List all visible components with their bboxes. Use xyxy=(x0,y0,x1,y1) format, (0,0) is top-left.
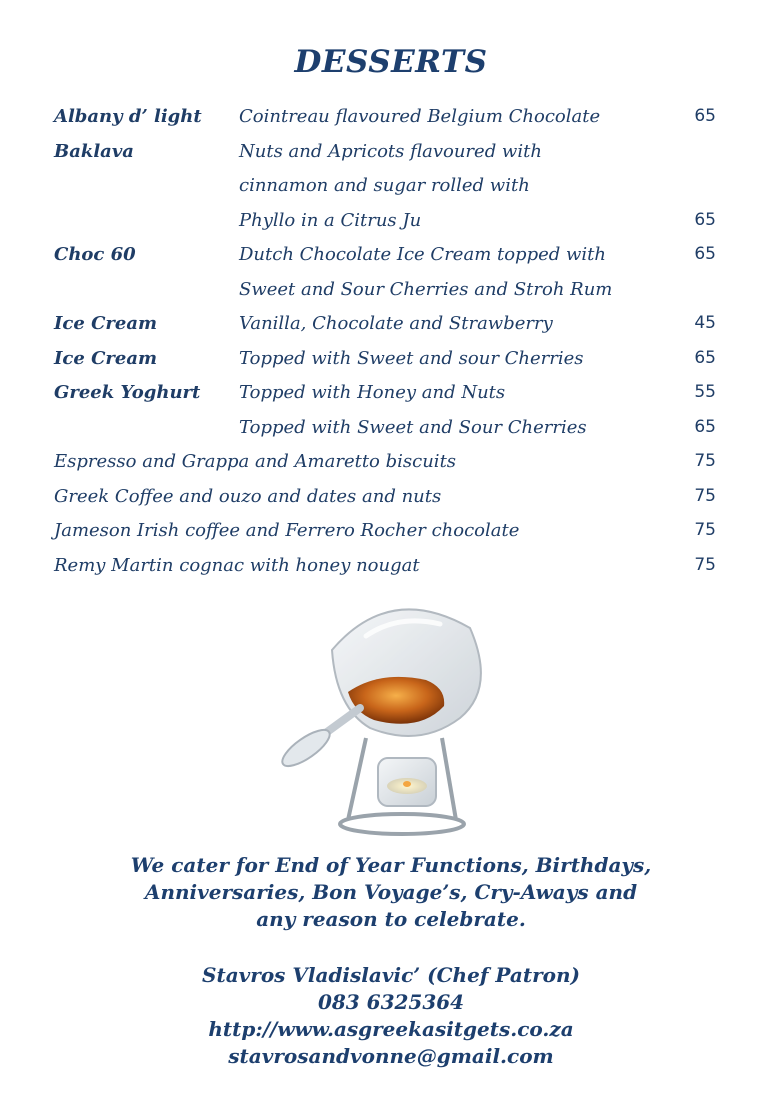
combo-price: 75 xyxy=(694,451,716,471)
menu-row xyxy=(54,135,716,170)
item-description: Sweet and Sour Cherries and Stroh Rum xyxy=(239,278,613,300)
combo-price: 75 xyxy=(694,520,716,540)
events-line: any reason to celebrate. xyxy=(256,907,526,931)
item-description: Nuts and Apricots flavoured with xyxy=(239,140,542,162)
page-title: DESSERTS xyxy=(294,44,488,80)
menu-row xyxy=(54,342,716,377)
events-line: Anniversaries, Bon Voyage’s, Cry-Aways and xyxy=(144,880,638,904)
combo-description: Remy Martin cognac with honey nougat xyxy=(54,554,420,576)
item-price: 65 xyxy=(694,244,716,264)
item-description: Dutch Chocolate Ice Cream topped with xyxy=(239,244,606,265)
menu-row xyxy=(54,169,716,204)
events-line: We cater for End of Year Functions, Birthdays, xyxy=(130,853,652,877)
combo-price: 75 xyxy=(694,485,716,506)
item-name: Choc 60 xyxy=(54,244,136,265)
menu-row xyxy=(54,411,716,446)
item-price: 45 xyxy=(694,313,716,333)
combo-price: 75 xyxy=(694,554,716,575)
chef-name: Stavros Vladislavic’ (Chef Patron) xyxy=(202,963,580,987)
item-price: 65 xyxy=(694,416,716,437)
website-link[interactable]: http://www.asgreekasitgets.co.za xyxy=(208,1017,574,1041)
menu-row xyxy=(54,100,716,135)
menu-row xyxy=(54,307,716,342)
combo-description: Espresso and Grappa and Amaretto biscuits xyxy=(54,451,457,472)
item-description: Topped with Sweet and sour Cherries xyxy=(239,347,584,369)
combo-row xyxy=(54,480,716,515)
item-price: 65 xyxy=(694,209,716,230)
item-description: cinnamon and sugar rolled with xyxy=(239,175,530,196)
item-name: Albany d’ light xyxy=(54,106,202,127)
item-description: Topped with Sweet and Sour Cherries xyxy=(239,416,587,438)
item-name: Ice Cream xyxy=(54,347,158,369)
combo-row xyxy=(54,514,716,549)
item-description: Phyllo in a Citrus Ju xyxy=(239,209,422,231)
cognac-glass-warmer-illustration xyxy=(270,588,510,844)
dessert-menu xyxy=(54,100,716,583)
combo-description: Jameson Irish coffee and Ferrero Rocher chocolate xyxy=(54,520,520,541)
menu-row xyxy=(54,273,716,308)
item-description: Topped with Honey and Nuts xyxy=(239,382,506,403)
item-price: 55 xyxy=(694,382,716,402)
combo-row xyxy=(54,549,716,584)
menu-row xyxy=(54,204,716,239)
item-description: Cointreau flavoured Belgium Chocolate xyxy=(239,106,601,127)
item-description: Vanilla, Chocolate and Strawberry xyxy=(239,313,553,334)
menu-row xyxy=(54,376,716,411)
events-note xyxy=(0,852,782,933)
item-name: Baklava xyxy=(54,140,134,162)
item-name: Greek Yoghurt xyxy=(54,382,201,403)
email-link[interactable]: stavrosandvonne@gmail.com xyxy=(228,1044,554,1068)
combo-description: Greek Coffee and ouzo and dates and nuts xyxy=(54,485,442,507)
phone-number: 083 6325364 xyxy=(317,990,465,1014)
item-price: 65 xyxy=(694,106,716,126)
item-price: 65 xyxy=(694,347,716,368)
contact-block xyxy=(0,962,782,1070)
menu-row xyxy=(54,238,716,273)
item-name: Ice Cream xyxy=(54,313,158,334)
combo-row xyxy=(54,445,716,480)
